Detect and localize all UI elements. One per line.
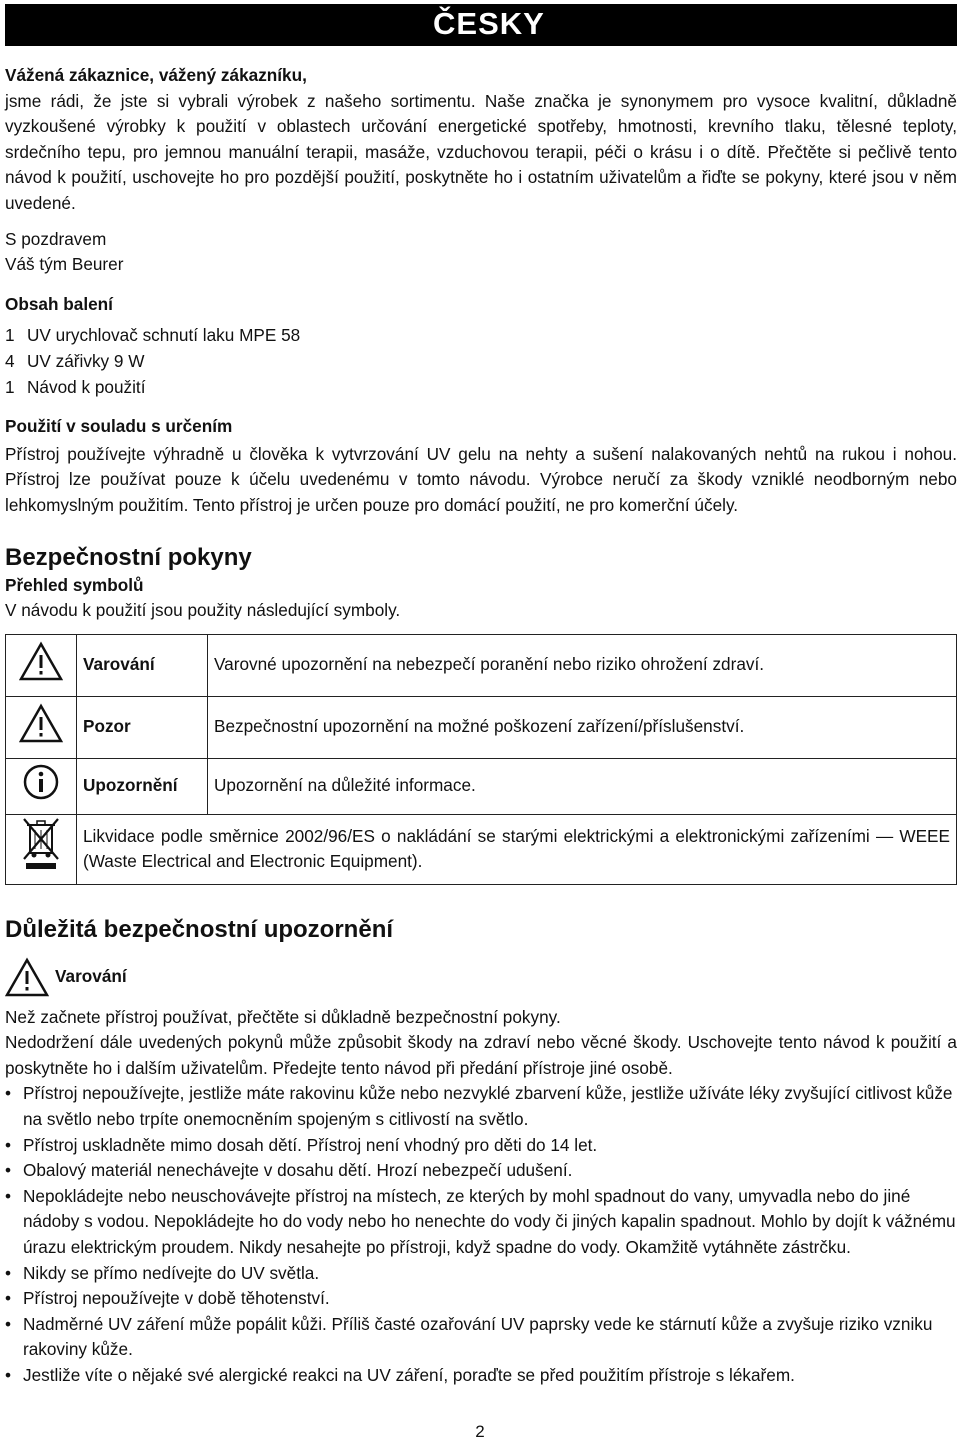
symbol-label: Varování bbox=[77, 634, 208, 696]
list-item: 1 Návod k použití bbox=[5, 376, 146, 397]
package-list bbox=[5, 323, 957, 400]
symbol-description: Varovné upozornění na nebezpečí poranění nebo riziko ohrožení zdraví. bbox=[208, 634, 957, 696]
important-title: Důležitá bezpečnostní upozornění bbox=[5, 915, 394, 943]
list-item: • Nikdy se přímo nedívejte do UV světla. bbox=[5, 1261, 957, 1287]
symbols-title: Přehled symbolů bbox=[5, 574, 144, 595]
list-item: • Obalový materiál nenechávejte v dosahu dětí. Hrozí nebezpečí udušení. bbox=[5, 1158, 957, 1184]
list-item: • Jestliže víte o nějaké své alergické reakci na UV záření, poraďte se před použitím přístroje s lékařem. bbox=[5, 1363, 957, 1389]
greeting: S pozdravem bbox=[5, 228, 107, 249]
warning-heading bbox=[5, 957, 957, 997]
list-item: 1 UV urychlovač schnutí laku MPE 58 bbox=[5, 325, 301, 346]
symbol-row-warning bbox=[6, 634, 957, 696]
list-item: • Přístroj nepoužívejte, jestliže máte rakovinu kůže nebo nezvyklé zbarvení kůže, jestliže užíváte léky zvyšující citlivost kůže na světlo nebo trpíte onemocněním spojeným s citlivostí na světlo. bbox=[5, 1081, 957, 1132]
document-body bbox=[5, 63, 957, 1389]
package-title: Obsah balení bbox=[5, 293, 113, 314]
intended-use-paragraph: Přístroj používejte výhradně u člověka k vytvrzování UV gelu na nehty a sušení nalakovaných nehtů na rukou i nohou. Přístroj lze používat pouze k účelu uvedenému v tomto návodu. Výrobce neručí za škody vzniklé neodborným nebo lehkomyslným použitím. Tento přístroj je určen pouze pro domácí použití, ne pro komerční účely. bbox=[5, 443, 957, 515]
symbols-intro: V návodu k použití jsou použity následující symboly. bbox=[5, 600, 401, 621]
intended-use-title: Použití v souladu s určením bbox=[5, 416, 233, 437]
list-item: 4 UV zářivky 9 W bbox=[5, 350, 145, 371]
warning-triangle-icon bbox=[6, 634, 77, 696]
warning-triangle-icon bbox=[5, 957, 49, 997]
language-label: ČESKY bbox=[433, 6, 545, 41]
list-item: • Nepokládejte nebo neuschovávejte přístroj na místech, ze kterých by mohl spadnout do vany, umyvadla nebo do jiné nádoby s vodou. Nepokládejte ho do vody nebo ho nenechte do vody či jiných kapalin spadnout. Mohlo by dojít k vážnému úrazu elektrickým proudem. Nikdy nesahejte po přístroji, když spadne do vody. Okamžitě vytáhněte zástrčku. bbox=[5, 1184, 957, 1261]
caution-triangle-icon bbox=[6, 696, 77, 758]
language-header-bar bbox=[5, 4, 957, 46]
symbol-row-weee bbox=[6, 814, 957, 884]
safety-title: Bezpečnostní pokyny bbox=[5, 543, 252, 571]
weee-crossed-bin-icon bbox=[6, 814, 77, 884]
symbol-row-info bbox=[6, 758, 957, 814]
important-paragraph-2: Nedodržení dále uvedených pokynů může způsobit škody na zdraví nebo věcné škody. Uschovejte tento návod k použití a poskytněte ho i dalším uživatelům. Předejte tento návod při předání přístroje jiné osobě. bbox=[5, 1032, 957, 1078]
warning-label: Varování bbox=[55, 965, 127, 986]
page-number: 2 bbox=[475, 1422, 485, 1441]
list-item: • Přístroj uskladněte mimo dosah dětí. Přístroj není vhodný pro děti do 14 let. bbox=[5, 1133, 957, 1159]
important-paragraph-1: Než začnete přístroj používat, přečtěte si důkladně bezpečnostní pokyny. bbox=[5, 1006, 561, 1027]
safety-bullet-list bbox=[5, 1081, 957, 1388]
symbol-label: Upozornění bbox=[77, 758, 208, 814]
salutation: Vážená zákaznice, vážený zákazníku, bbox=[5, 65, 307, 85]
list-item: • Nadměrné UV záření může popálit kůži. Příliš časté ozařování UV paprsky vede ke stárnutí kůže a zvyšuje riziko vzniku rakoviny kůže. bbox=[5, 1312, 957, 1363]
symbol-label: Pozor bbox=[77, 696, 208, 758]
list-item: • Přístroj nepoužívejte v době těhotenství. bbox=[5, 1286, 957, 1312]
symbols-table bbox=[5, 634, 957, 885]
symbol-row-caution bbox=[6, 696, 957, 758]
signature: Váš tým Beurer bbox=[5, 254, 124, 275]
info-icon bbox=[6, 758, 77, 814]
symbol-description: Likvidace podle směrnice 2002/96/ES o nakládání se starými elektrickými a elektronickými zařízeními — WEEE (Waste Electrical and Electronic Equipment). bbox=[77, 814, 957, 884]
intro-paragraph: jsme rádi, že jste si vybrali výrobek z našeho sortimentu. Naše značka je synonymem pro vysoce kvalitní, důkladně vyzkoušené výrobky k použití v oblastech určování energetické spotřeby, hmotnosti, krevního tlaku, tělesné teploty, srdečního tepu, pro jemnou manuální terapii, masáže, vzduchovou terapii, péči o krásu i o dítě. Přečtěte si pečlivě tento návod k použití, uschovejte ho pro pozdější použití, poskytněte ho i ostatním uživatelům a řiďte se pokyny, které jsou v něm uvedené. bbox=[5, 90, 957, 213]
symbol-description: Upozornění na důležité informace. bbox=[208, 758, 957, 814]
symbol-description: Bezpečnostní upozornění na možné poškození zařízení/příslušenství. bbox=[208, 696, 957, 758]
